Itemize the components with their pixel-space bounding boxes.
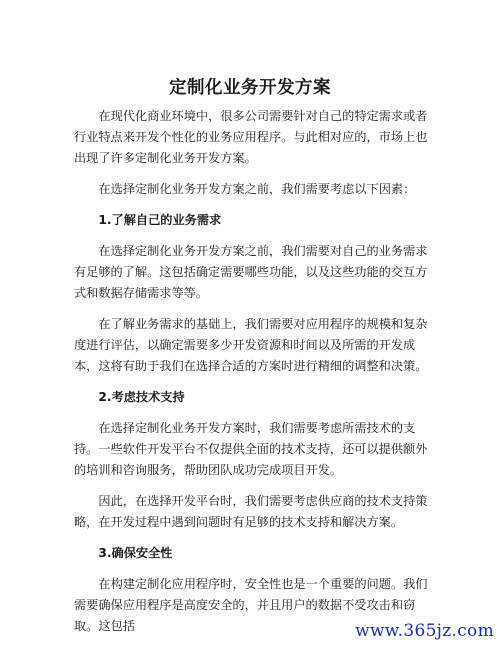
document-body: [74, 106, 432, 647]
section-heading-business-needs: 1.了解自己的业务需求: [98, 213, 222, 227]
section-heading-security: 3.确保安全性: [98, 546, 173, 560]
paragraph-business-needs-1: 在选择定制化业务开发方案之前，我们需要对自己的业务需求有足够的了解。这包括确定需要哪些功能，以及这些功能的交互方式和数据存储需求等等。: [74, 244, 428, 300]
site-watermark: www.365jz.com: [355, 621, 494, 641]
paragraph-tech-support-1: 在选择定制化业务开发方案时，我们需要考虑所需技术的支持。一些软件开发平台不仅提供全面的技术支持，还可以提供额外的培训和咨询服务，帮助团队成功完成项目开发。: [74, 421, 428, 477]
paragraph-intro: 在现代化商业环境中，很多公司需要针对自己的特定需求或者行业特点来开发个性化的业务应用程序。与此相对应的，市场上也出现了许多定制化业务开发方案。: [74, 109, 428, 165]
document-title: 定制化业务开发方案: [169, 78, 331, 98]
paragraph-security-1: 在构建定制化应用程序时，安全性也是一个重要的问题。我们需要确保应用程序是高度安全的，并且用户的数据不受攻击和窃取。这包括: [74, 577, 428, 633]
paragraph-tech-support-2: 因此，在选择开发平台时，我们需要考虑供应商的技术支持策略，在开发过程中遇到问题时有足够的技术支持和解决方案。: [74, 494, 428, 529]
paragraph-business-needs-2: 在了解业务需求的基础上，我们需要对应用程序的规模和复杂度进行评估，以确定需要多少开发资源和时间以及所需的开发成本，这将有助于我们在选择合适的方案时进行精细的调整和决策。: [74, 317, 428, 373]
paragraph-factors-lead: 在选择定制化业务开发方案之前，我们需要考虑以下因素：: [98, 182, 416, 196]
section-heading-tech-support: 2.考虑技术支持: [98, 390, 185, 404]
